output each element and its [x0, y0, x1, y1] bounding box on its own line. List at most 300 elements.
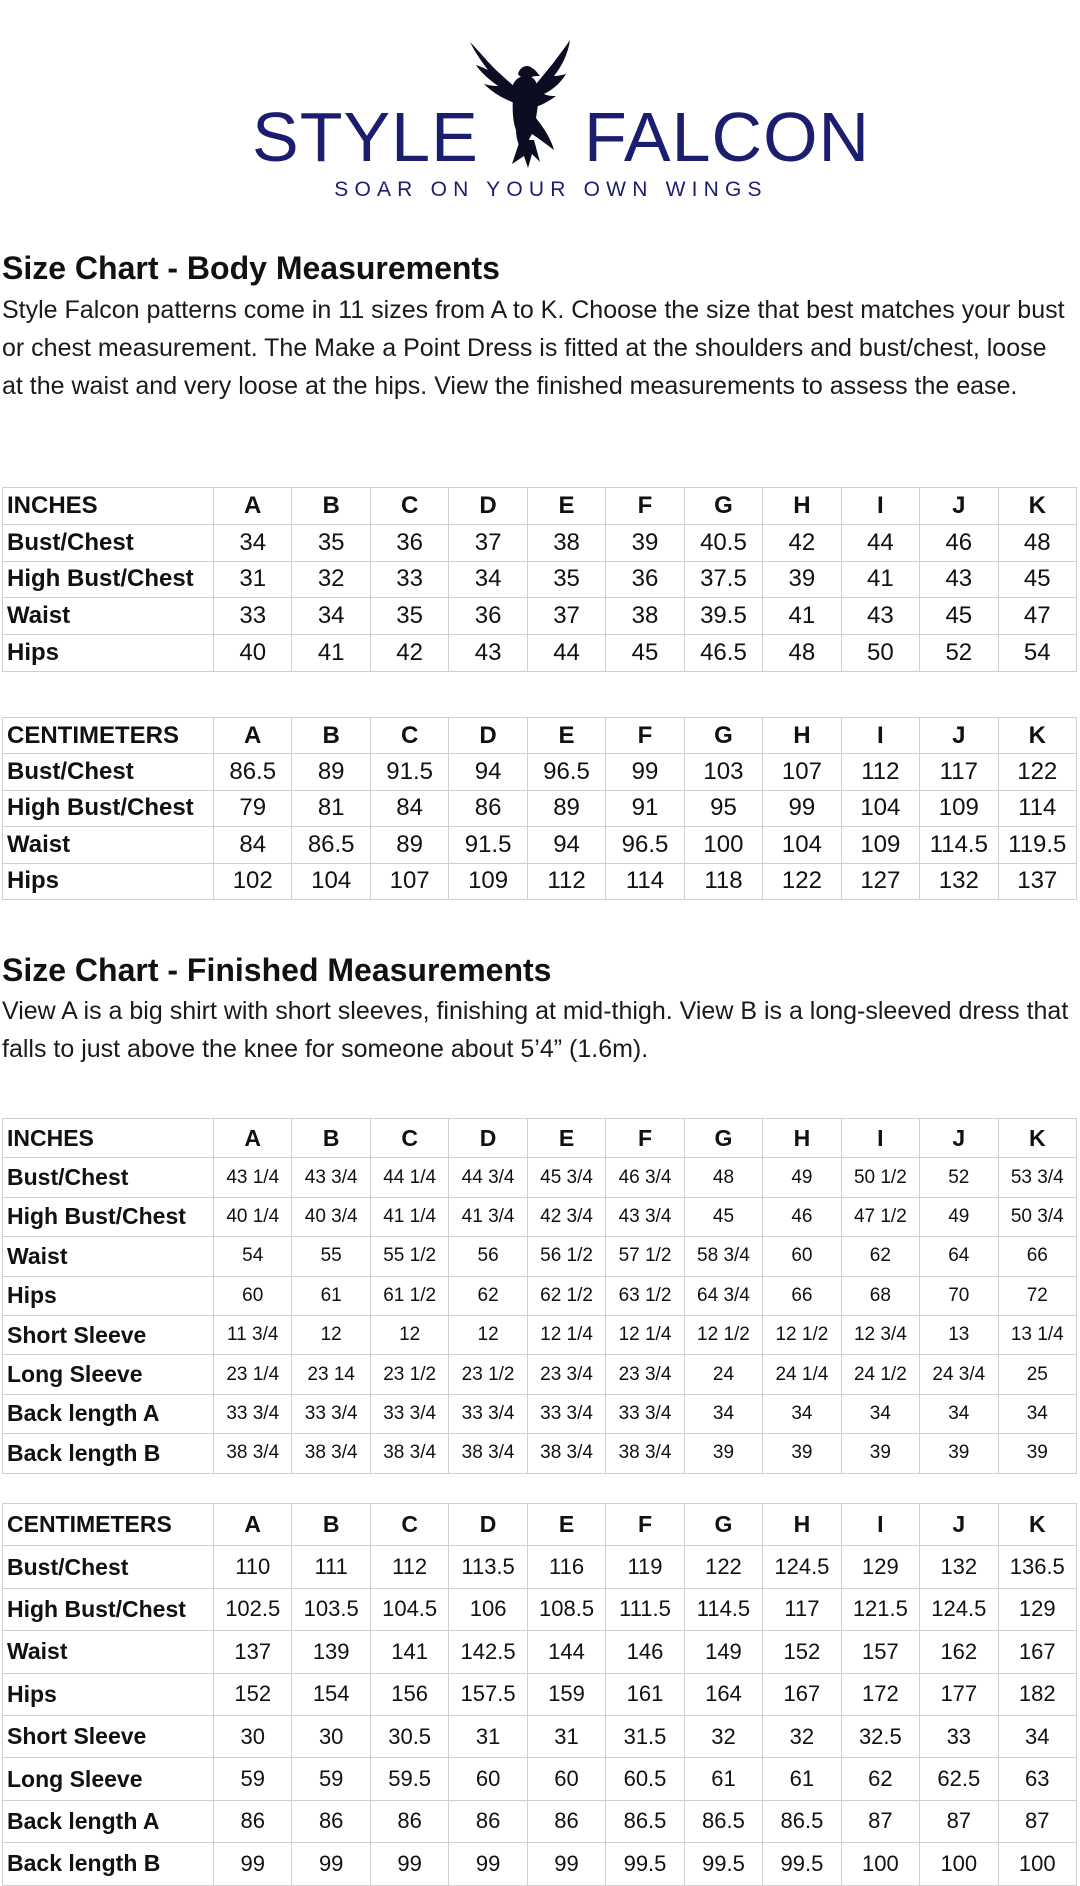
table-row [3, 1673, 1077, 1715]
measurement-value-cell: 32 [763, 1715, 841, 1757]
size-header-cell: G [684, 488, 762, 525]
measurement-value-cell: 86 [449, 1800, 527, 1842]
measurement-value-cell: 119.5 [998, 827, 1076, 863]
measurement-value-cell: 23 1/2 [370, 1355, 448, 1394]
measurement-value-cell: 146 [606, 1631, 684, 1673]
measurement-value-cell: 182 [998, 1673, 1076, 1715]
measurement-value-cell: 46.5 [684, 635, 762, 672]
measurement-value-cell: 177 [920, 1673, 998, 1715]
measurement-value-cell: 11 3/4 [214, 1315, 292, 1354]
measurement-value-cell: 86.5 [763, 1800, 841, 1842]
measurement-value-cell: 24 1/2 [841, 1355, 919, 1394]
measurement-value-cell: 30 [292, 1715, 370, 1757]
size-header-cell: J [920, 1119, 998, 1158]
measurement-value-cell: 49 [920, 1197, 998, 1236]
size-header-cell: E [527, 1119, 605, 1158]
measurement-value-cell: 23 1/4 [214, 1355, 292, 1394]
size-header-cell: J [920, 488, 998, 525]
body-measurements-inches-table [2, 487, 1077, 672]
measurement-value-cell: 41 [841, 561, 919, 598]
measurement-label-cell: High Bust/Chest [3, 1588, 214, 1630]
measurement-label-cell: High Bust/Chest [3, 1197, 214, 1236]
table-row [3, 635, 1077, 672]
size-header-cell: F [606, 718, 684, 754]
measurement-value-cell: 111.5 [606, 1588, 684, 1630]
measurement-value-cell: 84 [370, 790, 448, 826]
measurement-value-cell: 23 3/4 [606, 1355, 684, 1394]
measurement-value-cell: 12 1/2 [684, 1315, 762, 1354]
measurement-value-cell: 33 3/4 [370, 1394, 448, 1433]
measurement-value-cell: 141 [370, 1631, 448, 1673]
measurement-value-cell: 33 3/4 [214, 1394, 292, 1433]
measurement-value-cell: 122 [998, 754, 1076, 790]
measurement-value-cell: 164 [684, 1673, 762, 1715]
measurement-value-cell: 100 [920, 1843, 998, 1885]
measurement-value-cell: 63 [998, 1758, 1076, 1800]
measurement-value-cell: 99.5 [606, 1843, 684, 1885]
measurement-value-cell: 149 [684, 1631, 762, 1673]
table-row [3, 598, 1077, 635]
measurement-value-cell: 129 [998, 1588, 1076, 1630]
brand-name-right: FALCON [584, 98, 871, 176]
measurement-value-cell: 70 [920, 1276, 998, 1315]
measurement-value-cell: 60.5 [606, 1758, 684, 1800]
measurement-value-cell: 109 [449, 863, 527, 899]
size-header-cell: K [998, 718, 1076, 754]
measurement-value-cell: 31 [449, 1715, 527, 1757]
measurement-value-cell: 84 [214, 827, 292, 863]
measurement-label-cell: Bust/Chest [3, 1546, 214, 1588]
measurement-value-cell: 31.5 [606, 1715, 684, 1757]
measurement-value-cell: 50 [841, 635, 919, 672]
measurement-value-cell: 152 [763, 1631, 841, 1673]
measurement-value-cell: 114.5 [684, 1588, 762, 1630]
measurement-value-cell: 43 [841, 598, 919, 635]
measurement-value-cell: 12 [292, 1315, 370, 1354]
measurement-value-cell: 112 [841, 754, 919, 790]
measurement-value-cell: 132 [920, 863, 998, 899]
table-row [3, 827, 1077, 863]
size-header-cell: F [606, 1119, 684, 1158]
measurement-value-cell: 54 [998, 635, 1076, 672]
measurement-value-cell: 45 [606, 635, 684, 672]
measurement-value-cell: 36 [606, 561, 684, 598]
size-header-cell: G [684, 1119, 762, 1158]
measurement-value-cell: 23 1/2 [449, 1355, 527, 1394]
measurement-value-cell: 34 [214, 524, 292, 561]
measurement-value-cell: 139 [292, 1631, 370, 1673]
table-row [3, 1715, 1077, 1757]
measurement-value-cell: 38 3/4 [370, 1434, 448, 1473]
table-row [3, 1588, 1077, 1630]
measurement-value-cell: 100 [998, 1843, 1076, 1885]
measurement-value-cell: 37 [449, 524, 527, 561]
measurement-value-cell: 31 [214, 561, 292, 598]
measurement-value-cell: 157 [841, 1631, 919, 1673]
measurement-label-cell: Short Sleeve [3, 1715, 214, 1757]
measurement-value-cell: 63 1/2 [606, 1276, 684, 1315]
measurement-value-cell: 34 [998, 1715, 1076, 1757]
measurement-value-cell: 46 [920, 524, 998, 561]
measurement-value-cell: 38 3/4 [449, 1434, 527, 1473]
measurement-value-cell: 23 14 [292, 1355, 370, 1394]
measurement-value-cell: 99.5 [684, 1843, 762, 1885]
measurement-value-cell: 41 1/4 [370, 1197, 448, 1236]
measurement-value-cell: 54 [214, 1237, 292, 1276]
measurement-value-cell: 86 [449, 790, 527, 826]
measurement-value-cell: 49 [763, 1158, 841, 1197]
measurement-value-cell: 109 [841, 827, 919, 863]
measurement-label-cell: Bust/Chest [3, 1158, 214, 1197]
measurement-label-cell: Back length A [3, 1800, 214, 1842]
measurement-value-cell: 137 [998, 863, 1076, 899]
measurement-value-cell: 40.5 [684, 524, 762, 561]
measurement-value-cell: 55 1/2 [370, 1237, 448, 1276]
measurement-value-cell: 42 [763, 524, 841, 561]
measurement-label-cell: Hips [3, 863, 214, 899]
measurement-value-cell: 50 1/2 [841, 1158, 919, 1197]
size-header-cell: B [292, 1504, 370, 1546]
size-header-cell: H [763, 488, 841, 525]
measurement-value-cell: 118 [684, 863, 762, 899]
measurement-value-cell: 38 3/4 [292, 1434, 370, 1473]
measurement-value-cell: 32 [684, 1715, 762, 1757]
measurement-value-cell: 86.5 [606, 1800, 684, 1842]
measurement-value-cell: 59 [214, 1758, 292, 1800]
measurement-value-cell: 154 [292, 1673, 370, 1715]
size-header-cell: C [370, 488, 448, 525]
measurement-value-cell: 96.5 [606, 827, 684, 863]
measurement-value-cell: 57 1/2 [606, 1237, 684, 1276]
size-header-cell: H [763, 1504, 841, 1546]
measurement-value-cell: 38 [606, 598, 684, 635]
body-measurements-intro: Style Falcon patterns come in 11 sizes from A to K. Choose the size that best matches your bust or chest measurement. The Make a Point Dress is fitted at the shoulders and bust/chest, loose at the waist and very loose at the hips. View the finished measurements to assess the ease. [2, 296, 1065, 400]
measurement-value-cell: 79 [214, 790, 292, 826]
measurement-value-cell: 39 [763, 561, 841, 598]
measurement-value-cell: 111 [292, 1546, 370, 1588]
falcon-icon [462, 40, 592, 170]
unit-header-cell: INCHES [3, 488, 214, 525]
measurement-value-cell: 99 [527, 1843, 605, 1885]
measurement-value-cell: 119 [606, 1546, 684, 1588]
size-header-cell: K [998, 488, 1076, 525]
measurement-value-cell: 113.5 [449, 1546, 527, 1588]
size-header-cell: I [841, 718, 919, 754]
measurement-value-cell: 94 [527, 827, 605, 863]
measurement-value-cell: 99.5 [763, 1843, 841, 1885]
measurement-value-cell: 61 [684, 1758, 762, 1800]
measurement-value-cell: 162 [920, 1631, 998, 1673]
table-row [3, 1158, 1077, 1197]
measurement-value-cell: 13 1/4 [998, 1315, 1076, 1354]
measurement-value-cell: 61 [292, 1276, 370, 1315]
size-header-cell: I [841, 488, 919, 525]
measurement-value-cell: 12 3/4 [841, 1315, 919, 1354]
table-row [3, 1758, 1077, 1800]
measurement-value-cell: 110 [214, 1546, 292, 1588]
size-header-cell: H [763, 718, 841, 754]
measurement-value-cell: 39 [998, 1434, 1076, 1473]
measurement-value-cell: 172 [841, 1673, 919, 1715]
size-header-cell: A [214, 718, 292, 754]
measurement-value-cell: 37.5 [684, 561, 762, 598]
measurement-value-cell: 159 [527, 1673, 605, 1715]
measurement-value-cell: 34 [998, 1394, 1076, 1433]
measurement-value-cell: 13 [920, 1315, 998, 1354]
measurement-value-cell: 62 [841, 1758, 919, 1800]
table-row [3, 863, 1077, 899]
measurement-value-cell: 56 1/2 [527, 1237, 605, 1276]
measurement-value-cell: 122 [684, 1546, 762, 1588]
measurement-value-cell: 81 [292, 790, 370, 826]
measurement-value-cell: 86 [214, 1800, 292, 1842]
measurement-value-cell: 121.5 [841, 1588, 919, 1630]
size-header-cell: G [684, 718, 762, 754]
measurement-value-cell: 100 [841, 1843, 919, 1885]
measurement-value-cell: 40 1/4 [214, 1197, 292, 1236]
measurement-value-cell: 43 1/4 [214, 1158, 292, 1197]
measurement-value-cell: 45 [684, 1197, 762, 1236]
measurement-value-cell: 35 [527, 561, 605, 598]
measurement-value-cell: 53 3/4 [998, 1158, 1076, 1197]
measurement-value-cell: 34 [684, 1394, 762, 1433]
table-row [3, 1800, 1077, 1842]
measurement-label-cell: Back length A [3, 1394, 214, 1433]
measurement-value-cell: 41 [763, 598, 841, 635]
measurement-value-cell: 127 [841, 863, 919, 899]
measurement-value-cell: 33 3/4 [292, 1394, 370, 1433]
measurement-value-cell: 44 3/4 [449, 1158, 527, 1197]
measurement-value-cell: 39 [684, 1434, 762, 1473]
measurement-value-cell: 33 [214, 598, 292, 635]
table-row [3, 1315, 1077, 1354]
measurement-value-cell: 91 [606, 790, 684, 826]
brand-tagline: SOAR ON YOUR OWN WINGS [334, 178, 768, 201]
measurement-value-cell: 12 [370, 1315, 448, 1354]
measurement-value-cell: 23 3/4 [527, 1355, 605, 1394]
measurement-value-cell: 55 [292, 1237, 370, 1276]
measurement-value-cell: 117 [920, 754, 998, 790]
measurement-value-cell: 86.5 [214, 754, 292, 790]
measurement-label-cell: High Bust/Chest [3, 790, 214, 826]
table-header-row [3, 718, 1077, 754]
measurement-value-cell: 45 3/4 [527, 1158, 605, 1197]
measurement-value-cell: 99 [292, 1843, 370, 1885]
table-row [3, 1237, 1077, 1276]
measurement-value-cell: 37 [527, 598, 605, 635]
measurement-value-cell: 24 1/4 [763, 1355, 841, 1394]
measurement-value-cell: 62 [841, 1237, 919, 1276]
measurement-value-cell: 107 [370, 863, 448, 899]
measurement-value-cell: 12 [449, 1315, 527, 1354]
measurement-value-cell: 39 [763, 1434, 841, 1473]
size-header-cell: K [998, 1504, 1076, 1546]
measurement-value-cell: 124.5 [920, 1588, 998, 1630]
measurement-value-cell: 34 [449, 561, 527, 598]
measurement-value-cell: 46 3/4 [606, 1158, 684, 1197]
measurement-value-cell: 24 3/4 [920, 1355, 998, 1394]
unit-header-cell: CENTIMETERS [3, 1504, 214, 1546]
measurement-value-cell: 86 [527, 1800, 605, 1842]
size-header-cell: D [449, 488, 527, 525]
measurement-value-cell: 32 [292, 561, 370, 598]
unit-header-cell: INCHES [3, 1119, 214, 1158]
measurement-value-cell: 72 [998, 1276, 1076, 1315]
measurement-value-cell: 167 [763, 1673, 841, 1715]
finished-measurements-inches-table [2, 1118, 1077, 1474]
measurement-value-cell: 34 [841, 1394, 919, 1433]
size-header-cell: I [841, 1504, 919, 1546]
measurement-value-cell: 47 1/2 [841, 1197, 919, 1236]
measurement-label-cell: Hips [3, 1276, 214, 1315]
measurement-value-cell: 116 [527, 1546, 605, 1588]
measurement-value-cell: 41 [292, 635, 370, 672]
measurement-value-cell: 48 [763, 635, 841, 672]
finished-measurements-heading: Size Chart - Finished Measurements [2, 952, 552, 988]
measurement-value-cell: 122 [763, 863, 841, 899]
measurement-value-cell: 30.5 [370, 1715, 448, 1757]
table-row [3, 790, 1077, 826]
table-header-row [3, 488, 1077, 525]
measurement-value-cell: 66 [998, 1237, 1076, 1276]
measurement-value-cell: 39.5 [684, 598, 762, 635]
measurement-value-cell: 107 [763, 754, 841, 790]
size-header-cell: B [292, 1119, 370, 1158]
measurement-value-cell: 157.5 [449, 1673, 527, 1715]
measurement-value-cell: 102.5 [214, 1588, 292, 1630]
finished-measurements-intro: View A is a big shirt with short sleeves, finishing at mid-thigh. View B is a long-sleeved dress that falls to just above the knee for someone about 5’4” (1.6m). [2, 997, 1069, 1063]
measurement-value-cell: 161 [606, 1673, 684, 1715]
size-header-cell: B [292, 718, 370, 754]
measurement-value-cell: 62 1/2 [527, 1276, 605, 1315]
measurement-value-cell: 94 [449, 754, 527, 790]
measurement-value-cell: 52 [920, 635, 998, 672]
size-header-cell: A [214, 1504, 292, 1546]
table-row [3, 1197, 1077, 1236]
measurement-value-cell: 12 1/2 [763, 1315, 841, 1354]
measurement-value-cell: 33 3/4 [527, 1394, 605, 1433]
measurement-value-cell: 87 [998, 1800, 1076, 1842]
measurement-value-cell: 32.5 [841, 1715, 919, 1757]
measurement-value-cell: 64 3/4 [684, 1276, 762, 1315]
measurement-value-cell: 89 [370, 827, 448, 863]
measurement-value-cell: 89 [527, 790, 605, 826]
measurement-value-cell: 39 [920, 1434, 998, 1473]
size-header-cell: J [920, 1504, 998, 1546]
measurement-value-cell: 100 [684, 827, 762, 863]
measurement-value-cell: 35 [370, 598, 448, 635]
size-header-cell: F [606, 488, 684, 525]
measurement-label-cell: Waist [3, 827, 214, 863]
measurement-value-cell: 38 3/4 [606, 1434, 684, 1473]
measurement-value-cell: 43 [920, 561, 998, 598]
measurement-value-cell: 43 3/4 [606, 1197, 684, 1236]
measurement-value-cell: 91.5 [449, 827, 527, 863]
measurement-value-cell: 68 [841, 1276, 919, 1315]
measurement-value-cell: 60 [449, 1758, 527, 1800]
measurement-value-cell: 43 3/4 [292, 1158, 370, 1197]
measurement-value-cell: 44 1/4 [370, 1158, 448, 1197]
size-header-cell: K [998, 1119, 1076, 1158]
measurement-label-cell: Back length B [3, 1843, 214, 1885]
measurement-value-cell: 103.5 [292, 1588, 370, 1630]
measurement-value-cell: 33 [370, 561, 448, 598]
measurement-value-cell: 99 [606, 754, 684, 790]
measurement-value-cell: 104 [763, 827, 841, 863]
measurement-value-cell: 42 3/4 [527, 1197, 605, 1236]
measurement-value-cell: 104 [292, 863, 370, 899]
measurement-value-cell: 99 [449, 1843, 527, 1885]
measurement-value-cell: 66 [763, 1276, 841, 1315]
measurement-value-cell: 104 [841, 790, 919, 826]
measurement-label-cell: Bust/Chest [3, 754, 214, 790]
measurement-value-cell: 62 [449, 1276, 527, 1315]
measurement-value-cell: 34 [292, 598, 370, 635]
body-measurements-centimeters-table [2, 717, 1077, 900]
measurement-value-cell: 30 [214, 1715, 292, 1757]
measurement-value-cell: 109 [920, 790, 998, 826]
size-header-cell: A [214, 1119, 292, 1158]
measurement-label-cell: Short Sleeve [3, 1315, 214, 1354]
measurement-value-cell: 33 3/4 [606, 1394, 684, 1433]
measurement-value-cell: 96.5 [527, 754, 605, 790]
measurement-value-cell: 104.5 [370, 1588, 448, 1630]
finished-measurements-centimeters-table [2, 1503, 1077, 1886]
measurement-value-cell: 60 [214, 1276, 292, 1315]
measurement-value-cell: 64 [920, 1237, 998, 1276]
measurement-value-cell: 99 [370, 1843, 448, 1885]
measurement-label-cell: Waist [3, 1631, 214, 1673]
table-row [3, 561, 1077, 598]
measurement-value-cell: 48 [684, 1158, 762, 1197]
measurement-value-cell: 86.5 [684, 1800, 762, 1842]
table-header-row [3, 1504, 1077, 1546]
measurement-label-cell: Long Sleeve [3, 1355, 214, 1394]
measurement-value-cell: 152 [214, 1673, 292, 1715]
measurement-value-cell: 137 [214, 1631, 292, 1673]
measurement-label-cell: Hips [3, 1673, 214, 1715]
measurement-value-cell: 38 3/4 [214, 1434, 292, 1473]
measurement-value-cell: 86 [292, 1800, 370, 1842]
measurement-value-cell: 31 [527, 1715, 605, 1757]
measurement-value-cell: 35 [292, 524, 370, 561]
measurement-value-cell: 33 [920, 1715, 998, 1757]
size-header-cell: C [370, 1119, 448, 1158]
measurement-value-cell: 12 1/4 [527, 1315, 605, 1354]
measurement-value-cell: 56 [449, 1237, 527, 1276]
table-row [3, 754, 1077, 790]
body-measurements-heading: Size Chart - Body Measurements [2, 250, 500, 286]
measurement-value-cell: 61 1/2 [370, 1276, 448, 1315]
size-header-cell: A [214, 488, 292, 525]
measurement-value-cell: 50 3/4 [998, 1197, 1076, 1236]
measurement-label-cell: Waist [3, 598, 214, 635]
measurement-value-cell: 99 [763, 790, 841, 826]
measurement-value-cell: 38 [527, 524, 605, 561]
measurement-value-cell: 61 [763, 1758, 841, 1800]
measurement-value-cell: 86 [370, 1800, 448, 1842]
measurement-value-cell: 52 [920, 1158, 998, 1197]
measurement-value-cell: 108.5 [527, 1588, 605, 1630]
measurement-value-cell: 95 [684, 790, 762, 826]
measurement-value-cell: 86.5 [292, 827, 370, 863]
table-row [3, 1631, 1077, 1673]
measurement-label-cell: Hips [3, 635, 214, 672]
measurement-value-cell: 106 [449, 1588, 527, 1630]
size-header-cell: E [527, 488, 605, 525]
size-header-cell: E [527, 1504, 605, 1546]
table-row [3, 1276, 1077, 1315]
